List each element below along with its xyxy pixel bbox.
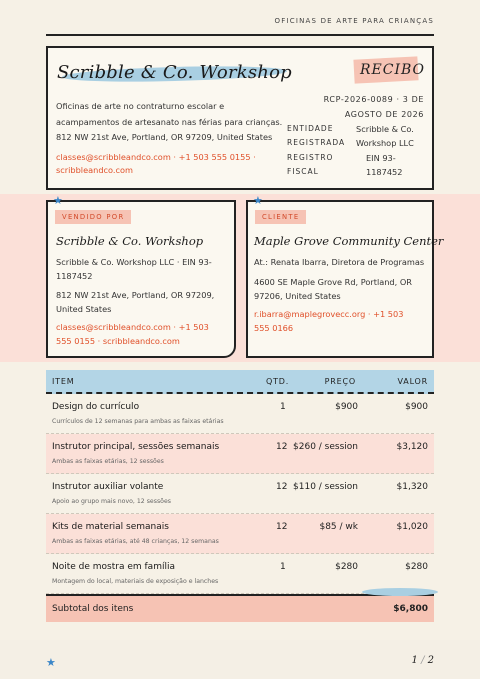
star-icon: ★ bbox=[53, 194, 63, 207]
top-rule bbox=[46, 34, 434, 36]
row-desc: Montagem do local, materiais de exposição e lanches bbox=[52, 578, 219, 585]
star-icon: ★ bbox=[253, 194, 263, 207]
row-desc: Ambas as faixas etárias, 12 sessões bbox=[52, 458, 164, 465]
row-title: Noite de mostra em família bbox=[52, 562, 175, 572]
row-title: Instrutor principal, sessões semanais bbox=[52, 442, 220, 452]
star-icon: ★ bbox=[46, 656, 56, 669]
row-price: $280 bbox=[335, 562, 358, 572]
buyer-name: Maple Grove Community Center bbox=[254, 234, 444, 248]
col-qty: QTD. bbox=[266, 377, 290, 386]
meta-label-tax: REGISTRO FISCAL bbox=[287, 153, 334, 176]
row-qty: 1 bbox=[280, 562, 286, 572]
items-table bbox=[46, 370, 434, 622]
row-qty: 12 bbox=[276, 442, 288, 452]
doc-number-date: RCP-2026-0089 · 3 DE AGOSTO DE 2026 bbox=[323, 95, 424, 119]
meta-label-entity: ENTIDADE REGISTRADA bbox=[287, 124, 346, 147]
row-value: $280 bbox=[405, 562, 428, 572]
table-header bbox=[46, 370, 434, 394]
row-qty: 12 bbox=[276, 522, 288, 532]
row-title: Design do currículo bbox=[52, 402, 140, 412]
row-value: $900 bbox=[405, 402, 428, 412]
page-current: 1 bbox=[411, 655, 418, 666]
meta-value-entity: Scribble & Co. Workshop LLC bbox=[356, 124, 414, 148]
row-desc: Currículos de 12 semanas para ambas as faixas etárias bbox=[52, 418, 224, 425]
seller-address: 812 NW 21st Ave, Portland, OR 97209, United States bbox=[56, 290, 215, 314]
row-price: $85 / wk bbox=[319, 522, 358, 532]
page-total: 2 bbox=[427, 655, 434, 666]
row-desc: Apoio ao grupo mais novo, 12 sessões bbox=[52, 498, 171, 505]
col-price: PREÇO bbox=[324, 377, 356, 386]
subtotal-label: Subtotal dos itens bbox=[52, 604, 134, 614]
row-qty: 1 bbox=[280, 402, 286, 412]
seller-chip: VENDIDO POR bbox=[55, 210, 131, 224]
subtotal-value: $6,800 bbox=[393, 604, 428, 614]
footer-band bbox=[0, 640, 480, 679]
subtotal-row bbox=[46, 594, 434, 622]
col-value: VALOR bbox=[397, 377, 428, 386]
row-value: $1,320 bbox=[396, 482, 428, 492]
row-title: Instrutor auxiliar volante bbox=[52, 482, 164, 492]
row-value: $3,120 bbox=[396, 442, 428, 452]
row-title: Kits de material semanais bbox=[52, 522, 169, 532]
row-value: $1,020 bbox=[396, 522, 428, 532]
buyer-contact[interactable]: r.ibarra@maplegrovecc.org · +1 503 555 0166 bbox=[254, 309, 404, 333]
subtotal-swash bbox=[362, 588, 438, 596]
row-price: $900 bbox=[335, 402, 358, 412]
brand-title: Scribble & Co. Workshop bbox=[57, 62, 292, 83]
brand-address: 812 NW 21st Ave, Portland, OR 97209, United States bbox=[56, 132, 273, 142]
table-row bbox=[46, 434, 434, 474]
brand-contact[interactable]: classes@scribbleandco.com · +1 503 555 0155 · scribbleandco.com bbox=[56, 152, 256, 175]
table-row bbox=[46, 474, 434, 514]
row-desc: Ambas as faixas etárias, até 48 crianças, 12 semanas bbox=[52, 538, 219, 545]
header-top-label: OFICINAS DE ARTE PARA CRIANÇAS bbox=[274, 17, 434, 25]
page-separator: / bbox=[421, 655, 425, 666]
row-price: $260 / session bbox=[293, 442, 358, 452]
buyer-address: 4600 SE Maple Grove Rd, Portland, OR 97206, United States bbox=[254, 277, 412, 301]
table-row bbox=[46, 394, 434, 434]
table-row bbox=[46, 514, 434, 554]
row-price: $110 / session bbox=[293, 482, 358, 492]
doc-type-title: RECIBO bbox=[360, 62, 426, 78]
buyer-attn: At.: Renata Ibarra, Diretora de Programas bbox=[254, 257, 425, 267]
page-number bbox=[412, 655, 435, 666]
seller-name: Scribble & Co. Workshop bbox=[56, 234, 204, 248]
seller-legal: Scribble & Co. Workshop LLC · EIN 93-1187452 bbox=[56, 257, 212, 281]
buyer-chip: CLIENTE bbox=[255, 210, 306, 224]
col-item: ITEM bbox=[52, 377, 75, 386]
row-qty: 12 bbox=[276, 482, 288, 492]
seller-contact[interactable]: classes@scribbleandco.com · +1 503 555 0155 · scribbleandco.com bbox=[56, 322, 209, 346]
meta-value-tax: EIN 93-1187452 bbox=[366, 153, 403, 177]
brand-tagline: Oficinas de arte no contraturno escolar e acampamentos de artesanato nas férias para crianças. bbox=[56, 101, 283, 127]
